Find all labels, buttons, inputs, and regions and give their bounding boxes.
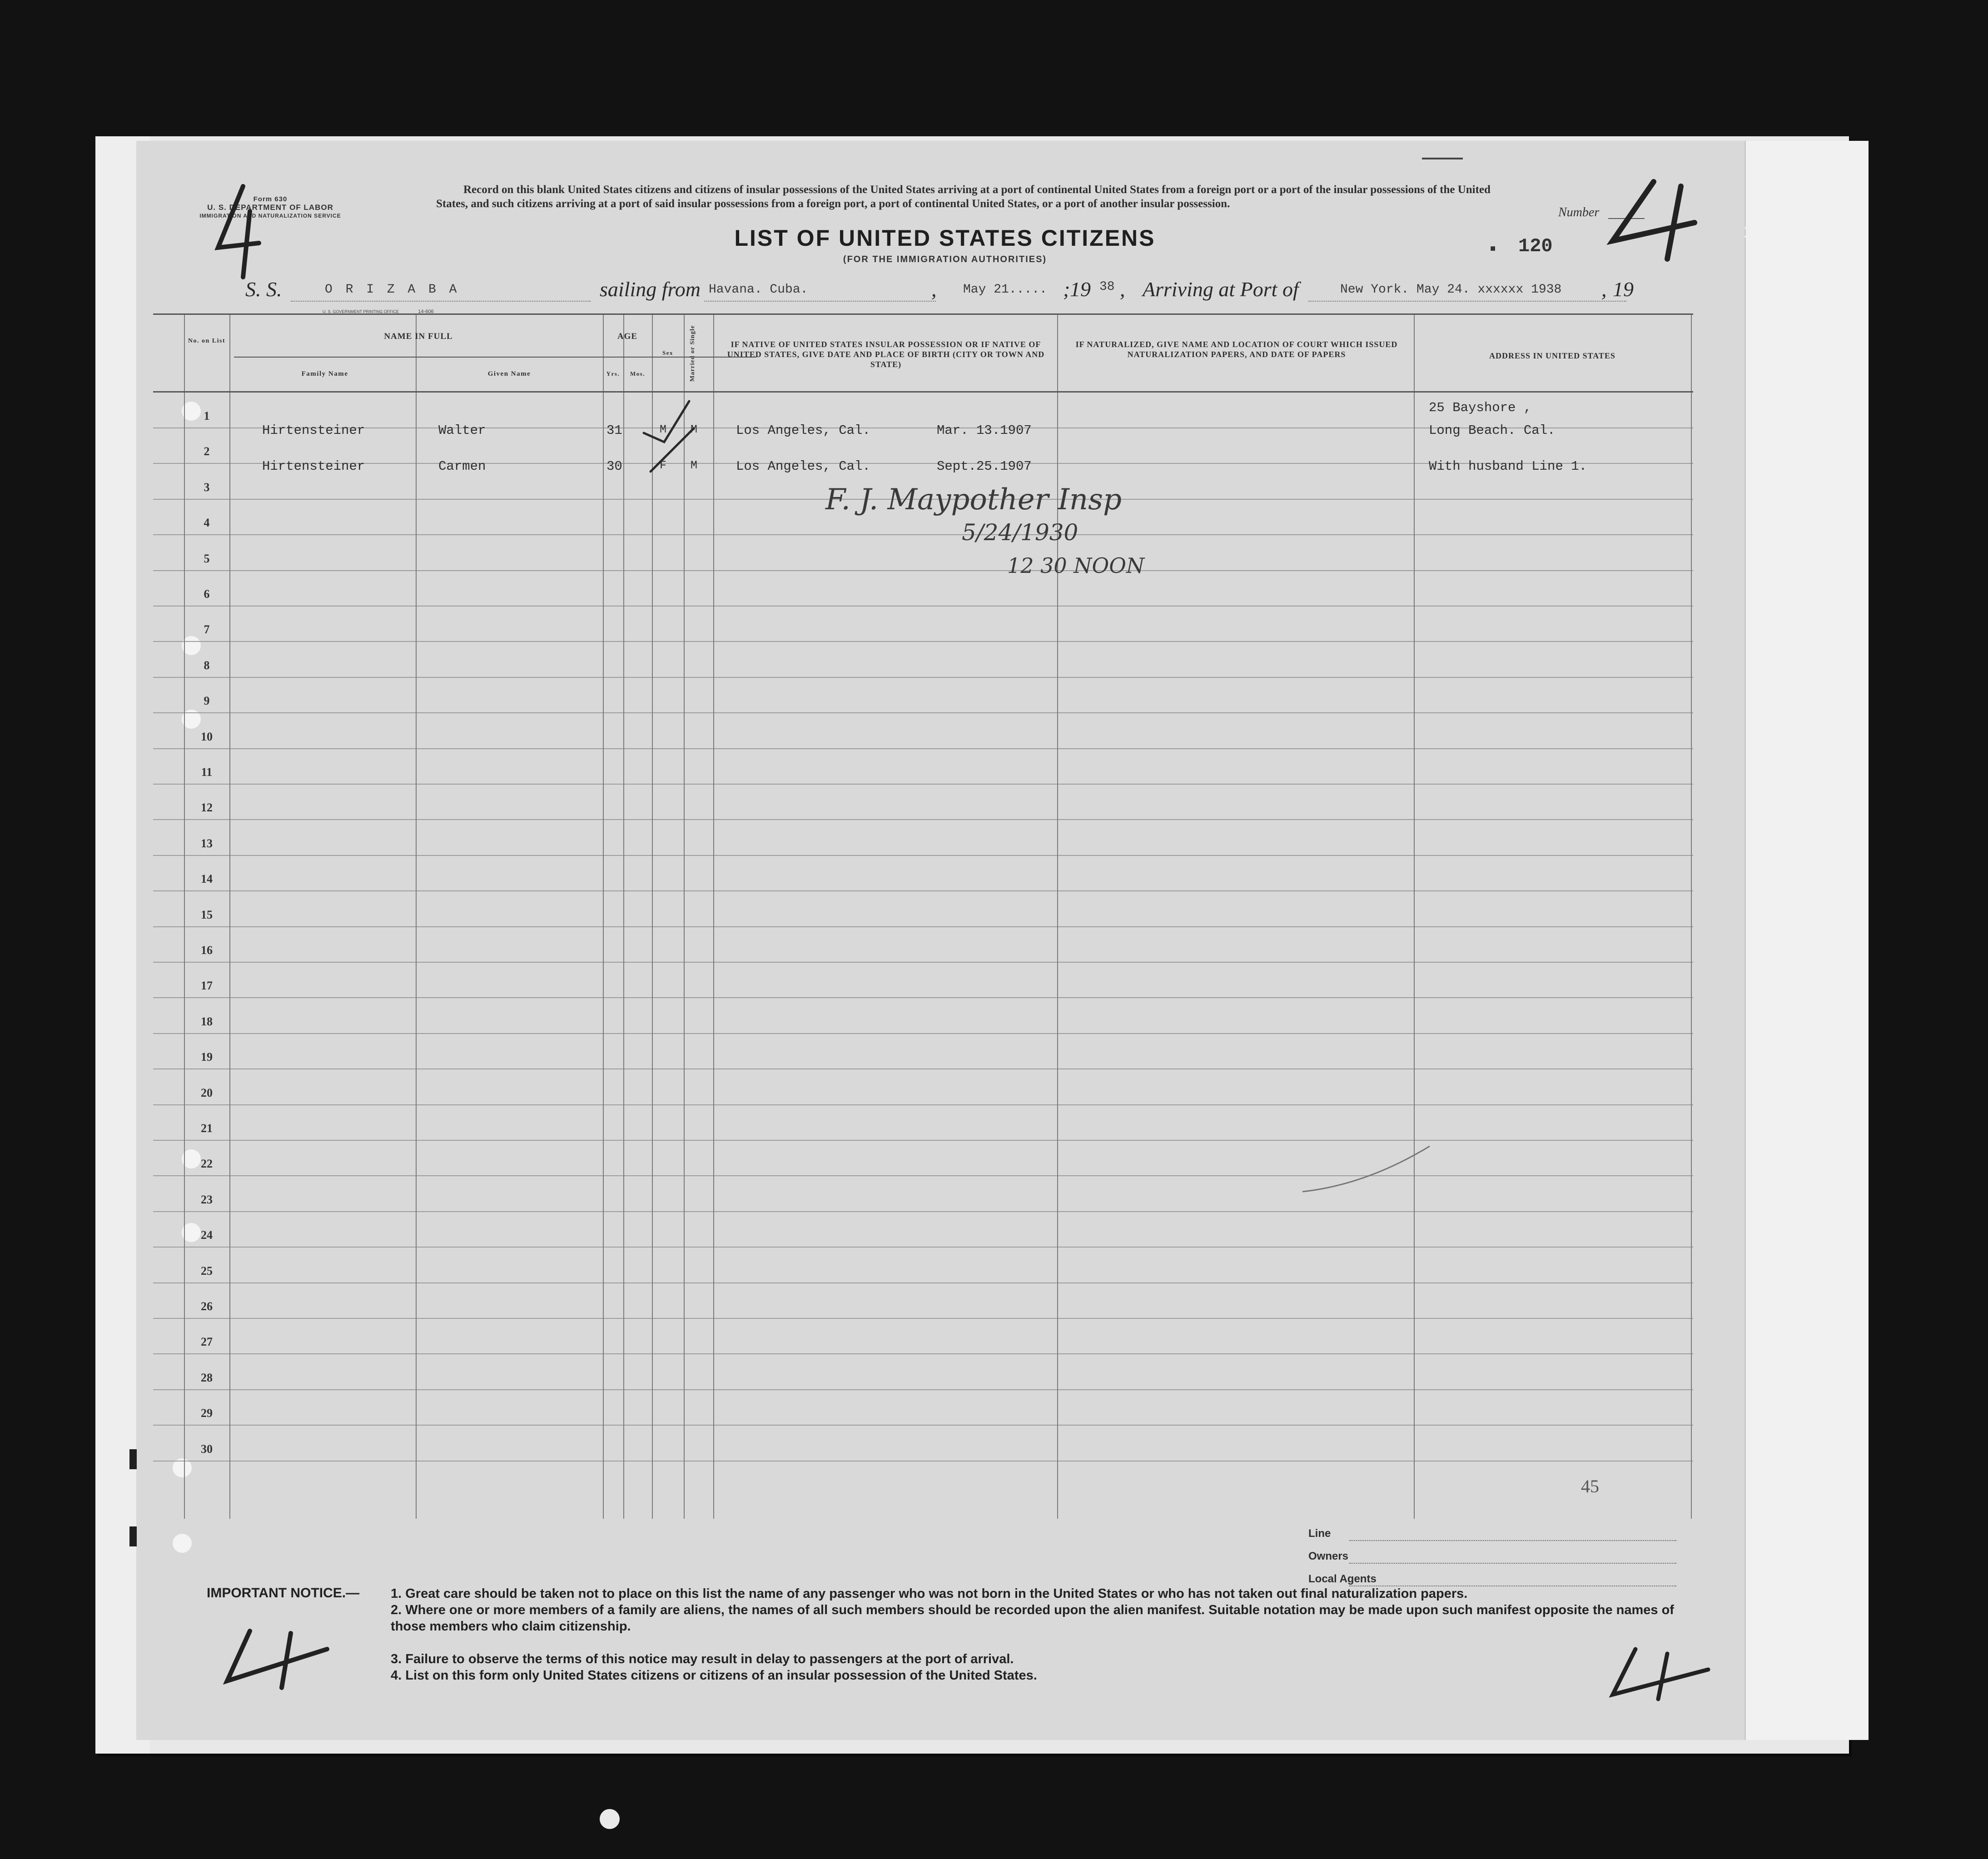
column-divider — [1414, 315, 1415, 1519]
column-divider — [684, 315, 685, 1519]
row-rule — [153, 997, 1693, 998]
inspector-signature: F. J. Maypother Insp — [825, 483, 1122, 517]
check-mark — [639, 397, 703, 478]
sailing-label: sailing from — [600, 278, 701, 301]
owners-field — [1349, 1563, 1676, 1564]
scan-dot — [600, 1809, 620, 1829]
notice-item-2: 2. Where one or more members of a family are aliens, the names of all such members should be recorded upon the alien manifest. Suitable notation may be made upon such manifest opposite the names of those members who claim citizenship. — [391, 1603, 1674, 1634]
notice-item-3: 3. Failure to observe the terms of this notice may result in delay to passengers at the port of arrival. — [391, 1652, 1014, 1666]
header-name-in-full: NAME IN FULL — [384, 332, 453, 341]
header-birth: IF NATIVE OF UNITED STATES INSULAR POSSESSION OR IF NATIVE OF UNITED STATES, GIVE DATE AND PLACE OF BIRTH (CITY OR TOWN AND STATE) — [727, 340, 1045, 369]
inspection-time: 12 30 NOON — [1007, 553, 1145, 578]
row-rule — [153, 1033, 1693, 1034]
handwritten-mark-top-left — [200, 179, 273, 284]
entry-sex: F — [660, 459, 667, 472]
row-number: 28 — [201, 1371, 213, 1384]
entry-marital: M — [691, 423, 698, 436]
row-number: 20 — [201, 1086, 213, 1099]
row-number: 19 — [201, 1050, 213, 1064]
row-number: 11 — [201, 765, 213, 779]
ship-name-rule — [291, 301, 591, 302]
row-number: 25 — [201, 1264, 213, 1277]
edge-mark: 1 — [1744, 222, 1754, 242]
row-rule — [153, 1175, 1693, 1176]
row-rule — [153, 534, 1693, 535]
header-given-name: Given Name — [487, 370, 531, 378]
entry-given-name: Carmen — [438, 459, 486, 474]
list-title: LIST OF UNITED STATES CITIZENS — [734, 225, 1156, 251]
row-number: 3 — [204, 480, 210, 494]
line-label: Line — [1308, 1527, 1331, 1540]
column-divider — [1691, 315, 1692, 1519]
column-divider — [603, 315, 604, 1519]
row-number: 27 — [201, 1335, 213, 1349]
row-rule — [153, 890, 1693, 891]
notice-item-4: 4. List on this form only United States citizens or citizens of an insular possession of the United States. — [391, 1668, 1037, 1683]
entry-birth-date: Mar. 13.1907 — [937, 423, 1032, 438]
handwritten-mark-bottom-left — [218, 1626, 336, 1695]
row-number: 8 — [204, 658, 210, 672]
header-mos: Mos. — [630, 370, 646, 377]
row-number: 2 — [204, 445, 210, 458]
column-divider — [229, 315, 230, 1519]
entry-birth-place: Los Angeles, Cal. — [736, 423, 870, 438]
local-agents-label: Local Agents — [1308, 1573, 1377, 1585]
arrival-rule — [1308, 301, 1626, 302]
row-number: 10 — [201, 730, 213, 743]
column-divider — [184, 315, 185, 1519]
row-rule — [153, 641, 1693, 642]
column-divider — [416, 315, 417, 1519]
form-instructions: Record on this blank United States citizens and citizens of insular possessions of the United States arriving at a port of continental United States from a foreign port or a port of the insular possessions of the United States, and such citizens arriving at a port of said insular possessions from a foreign port, a port of continental United States, or a port of another insular possession. — [436, 184, 1491, 210]
arrival-port-date: New York. May 24. xxxxxx 1938 — [1340, 283, 1562, 297]
header-sex: Sex — [662, 349, 673, 356]
entry-marital: M — [691, 459, 698, 472]
row-rule — [153, 962, 1693, 963]
entry-address-line2: Long Beach. Cal. — [1429, 423, 1556, 438]
row-number: 5 — [204, 552, 210, 565]
entry-sex: M — [660, 423, 667, 436]
handwritten-number — [1604, 173, 1708, 263]
page-number: 45 — [1581, 1476, 1599, 1496]
ship-name: O R I Z A B A — [325, 283, 460, 297]
line-field — [1349, 1540, 1676, 1541]
form-number: Form 630 — [253, 195, 288, 203]
row-rule — [153, 1425, 1693, 1426]
row-number: 15 — [201, 908, 213, 921]
row-rule — [153, 784, 1693, 785]
header-family-name: Family Name — [301, 370, 348, 378]
row-number: 6 — [204, 587, 210, 601]
top-dash-mark — [1422, 158, 1463, 159]
row-rule — [153, 677, 1693, 678]
column-divider — [652, 315, 653, 1519]
row-rule — [153, 748, 1693, 749]
notice-item-1: 1. Great care should be taken not to place on this list the name of any passenger who was not born in the United States or who has not taken out final naturalization papers. — [391, 1586, 1468, 1601]
row-number: 23 — [201, 1193, 213, 1206]
column-divider — [713, 315, 714, 1519]
notice-heading: IMPORTANT NOTICE.— — [207, 1586, 360, 1601]
row-rule — [153, 1318, 1693, 1319]
row-number: 1 — [204, 409, 210, 422]
row-rule — [153, 926, 1693, 927]
row-number: 7 — [204, 623, 210, 636]
row-number: 29 — [201, 1407, 213, 1420]
departure-year: 38 — [1099, 280, 1115, 294]
handwritten-mark-bottom-right — [1599, 1645, 1717, 1704]
row-rule — [153, 1140, 1693, 1141]
entry-age-years: 31 — [606, 423, 622, 438]
row-rule — [153, 1353, 1693, 1354]
departure-port-rule — [704, 301, 936, 302]
row-number: 4 — [204, 516, 210, 530]
entry-address-line1: With husband Line 1. — [1429, 459, 1587, 474]
row-number: 16 — [201, 944, 213, 957]
header-no-on-list: No. on List — [188, 338, 226, 344]
row-number: 21 — [201, 1122, 213, 1135]
row-rule — [153, 570, 1693, 571]
printing-office: U. S. GOVERNMENT PRINTING OFFICE 14-606 — [323, 309, 434, 314]
header-bottom-rule — [153, 391, 1693, 393]
ss-label: S. S. — [245, 278, 282, 301]
entry-age-years: 30 — [606, 459, 622, 474]
row-rule — [153, 712, 1693, 713]
voyage-line: S. S. O R I Z A B A sailing from Havana. Cuba. , May 21..... ; 19 38 , Arriving at Port of New York. May 24. xxxxxx 1938 , 19 — [245, 278, 1634, 301]
year-prefix: 19 — [1070, 278, 1091, 301]
owners-label: Owners — [1308, 1550, 1349, 1562]
stamped-number: ■ 120 — [1490, 235, 1553, 257]
row-rule — [153, 1211, 1693, 1212]
underlying-page-edge — [1744, 141, 1869, 1740]
service-name: IMMIGRATION AND NATURALIZATION SERVICE — [199, 213, 341, 219]
row-number: 14 — [201, 872, 213, 886]
number-label: Number — [1558, 205, 1600, 219]
row-rule — [153, 1104, 1693, 1105]
department-name: U. S. DEPARTMENT OF LABOR — [207, 203, 333, 212]
entry-address-line1: 25 Bayshore , — [1429, 400, 1532, 415]
arrival-year-prefix: 19 — [1613, 278, 1634, 301]
row-number: 9 — [204, 694, 210, 708]
pencil-stroke — [1298, 1142, 1443, 1196]
binder-hole — [173, 1534, 192, 1553]
row-number: 18 — [201, 1014, 213, 1028]
row-number: 13 — [201, 836, 213, 850]
row-rule — [153, 1247, 1693, 1248]
header-age: AGE — [617, 332, 638, 341]
list-subtitle: (FOR THE IMMIGRATION AUTHORITIES) — [843, 254, 1047, 264]
column-divider — [623, 315, 624, 1519]
binder-clip — [129, 1449, 137, 1469]
entry-birth-place: Los Angeles, Cal. — [736, 459, 870, 474]
row-number: 30 — [201, 1442, 213, 1456]
header-address: ADDRESS IN UNITED STATES — [1489, 351, 1615, 360]
header-naturalized: IF NATURALIZED, GIVE NAME AND LOCATION OF COURT WHICH ISSUED NATURALIZATION PAPERS, AND DATE OF PAPERS — [1075, 340, 1398, 359]
entry-given-name: Walter — [438, 423, 486, 438]
row-rule — [153, 855, 1693, 856]
inspection-date: 5/24/1930 — [962, 519, 1078, 546]
header-married-or-single: Married or Single — [689, 325, 696, 382]
departure-date: May 21..... — [963, 283, 1047, 297]
binder-clip — [129, 1526, 137, 1546]
row-number: 17 — [201, 979, 213, 993]
entry-family-name: Hirtensteiner — [262, 423, 365, 438]
departure-port: Havana. Cuba. — [709, 283, 808, 297]
arriving-label: Arriving at Port of — [1143, 278, 1299, 301]
row-number: 12 — [201, 801, 213, 815]
row-rule — [153, 819, 1693, 820]
row-number: 22 — [201, 1157, 213, 1171]
entry-family-name: Hirtensteiner — [262, 459, 365, 474]
entry-birth-date: Sept.25.1907 — [937, 459, 1032, 474]
passenger-table — [153, 313, 1693, 1519]
row-number: 24 — [201, 1228, 213, 1242]
row-rule — [153, 1282, 1693, 1283]
row-number: 26 — [201, 1300, 213, 1313]
header-yrs: Yrs. — [606, 370, 620, 377]
row-rule — [153, 1389, 1693, 1390]
